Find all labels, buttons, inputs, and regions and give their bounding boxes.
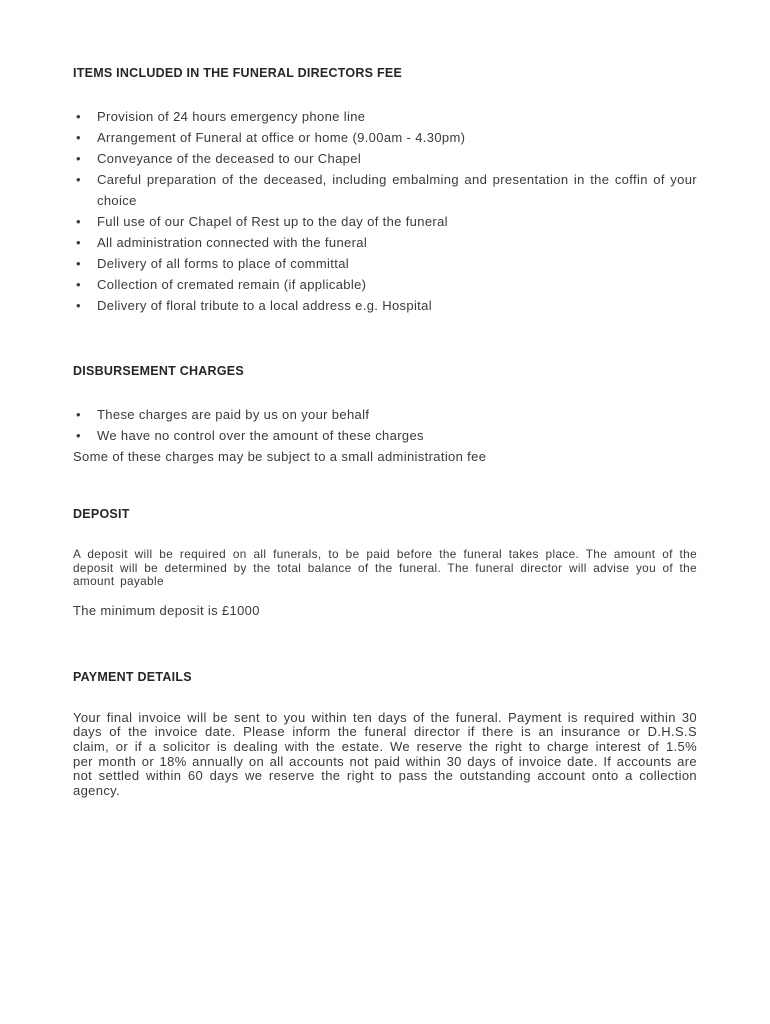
disbursement-note: Some of these charges may be subject to a small administration fee bbox=[73, 449, 487, 464]
bullet-icon: • bbox=[76, 298, 81, 313]
bullet-icon: • bbox=[76, 256, 81, 271]
list-item-text: Provision of 24 hours emergency phone line bbox=[97, 109, 366, 124]
list-item bbox=[73, 253, 697, 274]
bullet-icon: • bbox=[76, 172, 81, 187]
list-item bbox=[73, 211, 697, 232]
minimum-deposit-line: The minimum deposit is £1000 bbox=[73, 602, 260, 618]
list-item bbox=[73, 425, 697, 446]
disbursement-heading: DISBURSEMENT CHARGES bbox=[73, 364, 244, 378]
bullet-icon: • bbox=[76, 428, 81, 443]
list-item-text: We have no control over the amount of these charges bbox=[97, 428, 424, 443]
items-included-list bbox=[73, 106, 697, 316]
payment-details-heading: PAYMENT DETAILS bbox=[73, 669, 192, 684]
list-item bbox=[73, 295, 697, 316]
list-item-text: Conveyance of the deceased to our Chapel bbox=[97, 151, 362, 166]
bullet-icon: • bbox=[76, 214, 81, 229]
payment-paragraph: Your final invoice will be sent to you within ten days of the funeral. Payment is required within 30 days of the invoice date. Please inform the funeral director if there is an insurance or D.H.S.S claim, or if a solicitor is dealing with the estate. We reserve the right to charge interest of 1.5% per month or 18% annually on all accounts not paid within 30 days of invoice date. If accounts are not settled within 60 days we reserve the right to pass the outstanding account onto a collection agency. bbox=[73, 709, 697, 798]
list-item-text: Careful preparation of the deceased, including embalming and presentation in the coffin of your choice bbox=[97, 172, 697, 208]
list-item bbox=[73, 232, 697, 253]
deposit-paragraph: A deposit will be required on all funerals, to be paid before the funeral takes place. The amount of the deposit will be determined by the total balance of the funeral. The funeral director will advise you of the amount payable bbox=[73, 547, 697, 589]
list-item bbox=[73, 148, 697, 169]
deposit-heading: DEPOSIT bbox=[73, 507, 130, 521]
list-item bbox=[73, 106, 697, 127]
list-item bbox=[73, 274, 697, 295]
bullet-icon: • bbox=[76, 407, 81, 422]
list-item-text: All administration connected with the funeral bbox=[97, 235, 368, 250]
list-item-text: These charges are paid by us on your behalf bbox=[97, 407, 370, 422]
list-item bbox=[73, 404, 697, 425]
list-item-text: Delivery of floral tribute to a local address e.g. Hospital bbox=[97, 298, 432, 313]
bullet-icon: • bbox=[76, 130, 81, 145]
bullet-icon: • bbox=[76, 277, 81, 292]
list-item-text: Collection of cremated remain (if applicable) bbox=[97, 277, 367, 292]
list-item-text: Full use of our Chapel of Rest up to the day of the funeral bbox=[97, 214, 448, 229]
list-item bbox=[73, 169, 697, 211]
bullet-icon: • bbox=[76, 235, 81, 250]
bullet-icon: • bbox=[76, 109, 81, 124]
disbursement-list bbox=[73, 404, 697, 446]
list-item-text: Delivery of all forms to place of committal bbox=[97, 256, 350, 271]
list-item bbox=[73, 127, 697, 148]
items-included-heading: ITEMS INCLUDED IN THE FUNERAL DIRECTORS FEE bbox=[73, 66, 403, 80]
bullet-icon: • bbox=[76, 151, 81, 166]
list-item-text: Arrangement of Funeral at office or home (9.00am - 4.30pm) bbox=[97, 130, 466, 145]
